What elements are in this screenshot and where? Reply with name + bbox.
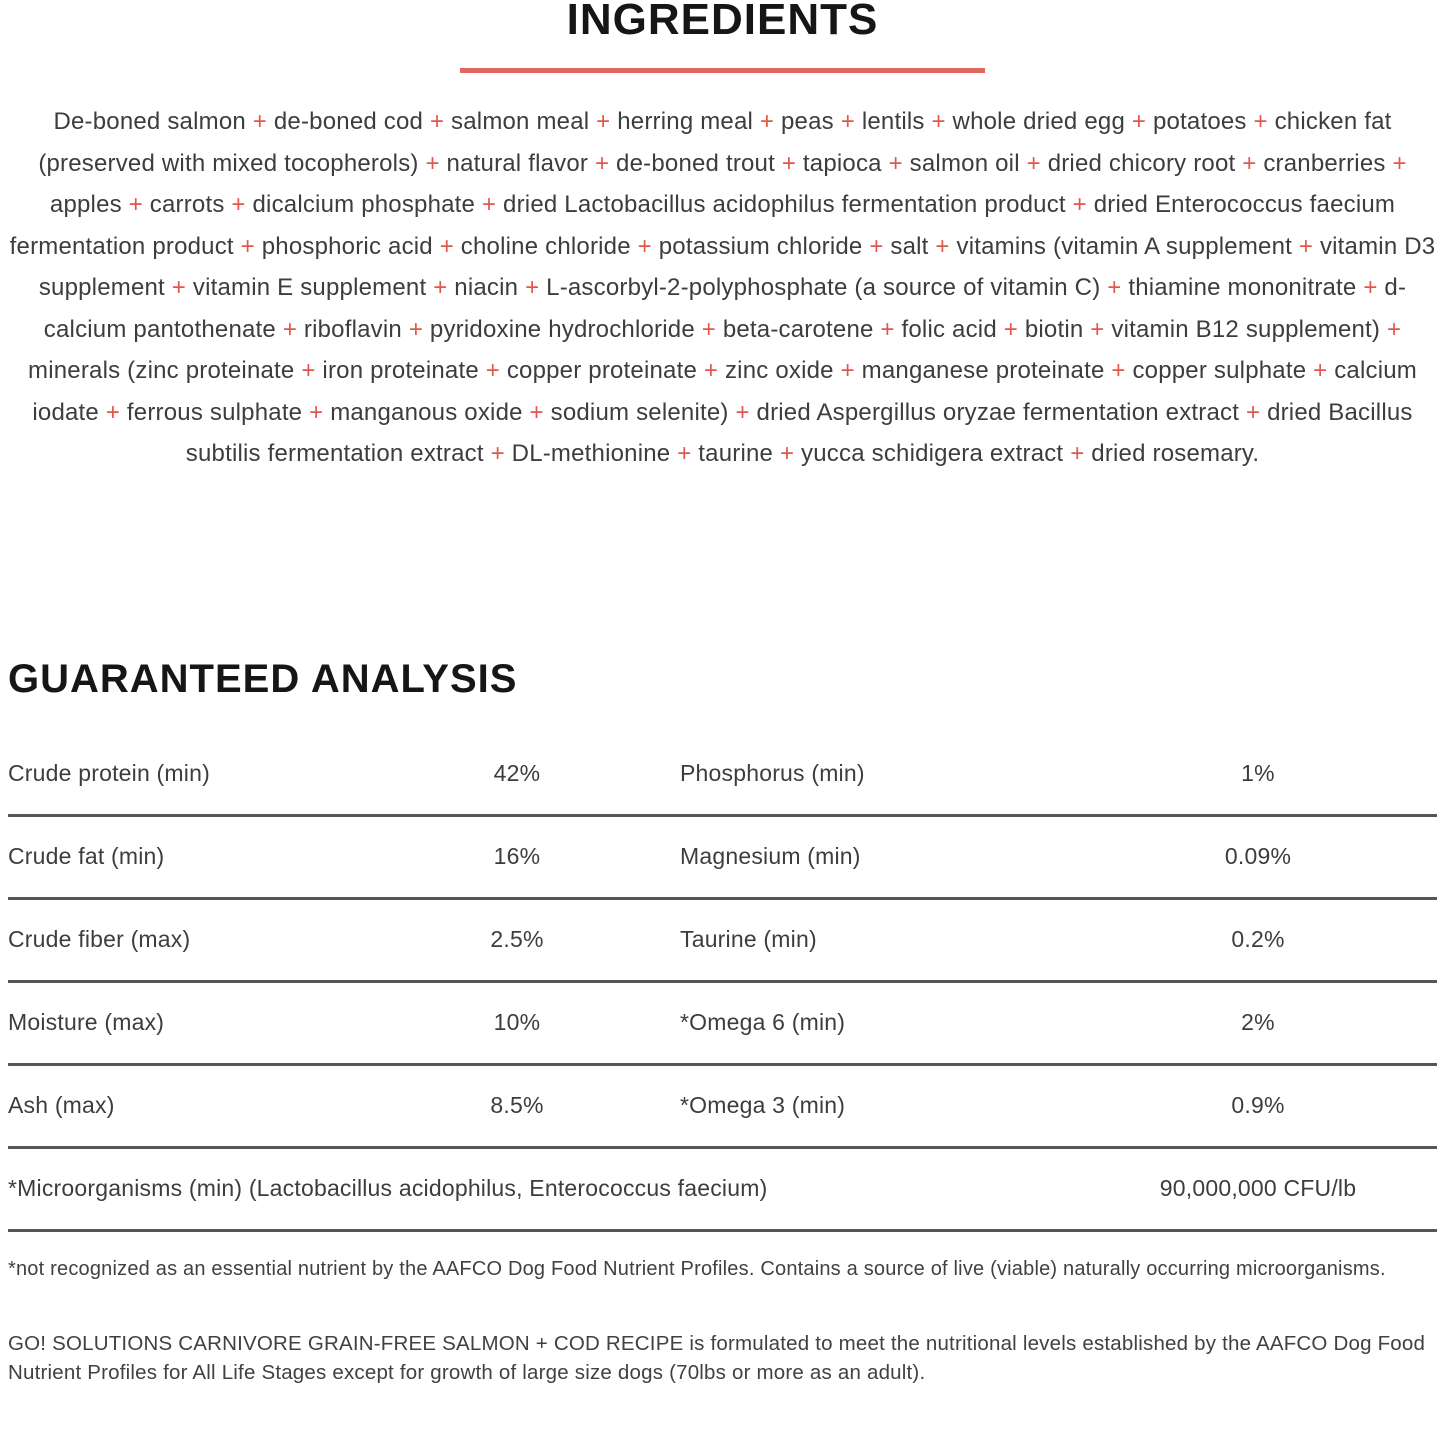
plus-separator: +: [931, 108, 946, 135]
plus-separator: +: [701, 315, 716, 343]
analysis-left-value: 42%: [493, 760, 541, 786]
analysis-left-label: Crude fat (min): [8, 843, 165, 869]
plus-separator: +: [759, 108, 775, 135]
plus-separator: +: [1107, 274, 1122, 301]
analysis-row-fiber-taurine: [8, 900, 1437, 983]
analysis-microorganisms-label: *Microorganisms (min) (Lactobacillus acidophilus, Enterococcus faecium): [8, 1175, 768, 1201]
plus-separator: +: [1242, 149, 1257, 177]
analysis-row-moisture-omega6: [8, 983, 1437, 1066]
plus-separator: +: [309, 398, 324, 426]
plus-separator: +: [637, 232, 652, 260]
plus-separator: +: [880, 315, 895, 343]
plus-separator: +: [240, 232, 255, 260]
analysis-right-label: Magnesium (min): [680, 843, 861, 869]
plus-separator: +: [1313, 357, 1328, 384]
plus-separator: +: [128, 191, 143, 218]
plus-separator: +: [301, 357, 316, 384]
analysis-right-value: 2%: [1241, 1009, 1275, 1035]
plus-separator: +: [429, 108, 445, 135]
analysis-right-value: 1%: [1241, 760, 1275, 786]
ingredients-paragraph: De-boned salmon + de-boned cod + salmon meal + herring meal + peas + lentils + whole dried egg + potatoes + chicken fat (preserved with mixed tocopherols) + natural flavor + de-boned trout + tapioca + salmon oil + dried chicory root + cranberries + apples + carrots + dicalcium phosphate + dried Lactobacillus acidophilus fermentation product + dried Enterococcus faecium fermentation product + phosphoric acid + choline chloride + potassium chloride + salt + vitamins (vitamin A supplement + vitamin D3 supplement + vitamin E supplement + niacin + L-ascorbyl-2-polyphosphate (a source of vitamin C) + thiamine mononitrate + d-calcium pantothenate + riboflavin + pyridoxine hydrochloride + beta-carotene + folic acid + biotin + vitamin B12 supplement) + minerals (zinc proteinate + iron proteinate + copper proteinate + zinc oxide + manganese proteinate + copper sulphate + calcium iodate + ferrous sulphate + manganous oxide + sodium selenite) + dried Aspergillus oryzae fermentation extract + dried Bacillus subtilis fermentation extract + DL-methionine + taurine + yucca schidigera extract + dried rosemary.: [9, 108, 1436, 467]
ingredients-title: INGREDIENTS: [566, 0, 879, 44]
plus-separator: +: [840, 108, 855, 135]
plus-separator: +: [425, 149, 440, 177]
analysis-microorganisms-value: 90,000,000 CFU/lb: [1159, 1175, 1357, 1201]
analysis-left-value: 2.5%: [490, 926, 544, 952]
plus-separator: +: [481, 191, 497, 218]
plus-separator: +: [252, 108, 268, 135]
guaranteed-analysis-table: [8, 734, 1437, 1232]
plus-separator: +: [231, 191, 246, 218]
analysis-row-ash-omega3: [8, 1066, 1437, 1149]
plus-separator: +: [840, 357, 855, 384]
plus-separator: +: [408, 315, 424, 343]
plus-separator: +: [1253, 108, 1268, 135]
plus-separator: +: [596, 108, 611, 135]
plus-separator: +: [869, 232, 884, 260]
analysis-right-label: *Omega 6 (min): [680, 1009, 846, 1035]
analysis-left-label: Ash (max): [8, 1092, 115, 1118]
analysis-right-value: 0.09%: [1224, 843, 1292, 869]
plus-separator: +: [1003, 315, 1018, 343]
analysis-left-value: 16%: [493, 843, 541, 869]
plus-separator: +: [703, 357, 719, 384]
analysis-left-label: Crude protein (min): [8, 760, 210, 786]
plus-separator: +: [490, 440, 505, 467]
plus-separator: +: [433, 274, 448, 301]
plus-separator: +: [1363, 274, 1378, 301]
plus-separator: +: [935, 232, 950, 260]
plus-separator: +: [525, 274, 540, 301]
aafco-statement: GO! SOLUTIONS CARNIVORE GRAIN-FREE SALMON + COD RECIPE is formulated to meet the nutritional levels established by the AAFCO Dog Food Nutrient Profiles for All Life Stages except for growth of large size dogs (70lbs or more as an adult).: [8, 1331, 1426, 1384]
analysis-right-label: Phosphorus (min): [680, 760, 865, 786]
plus-separator: +: [1090, 315, 1105, 343]
plus-separator: +: [1386, 315, 1402, 343]
plus-separator: +: [1298, 232, 1314, 260]
plus-separator: +: [1392, 149, 1407, 177]
plus-separator: +: [105, 398, 121, 426]
plus-separator: +: [1131, 108, 1147, 135]
guaranteed-analysis-heading: GUARANTEED ANALYSIS: [8, 656, 518, 701]
plus-separator: +: [439, 232, 454, 260]
plus-separator: +: [1072, 191, 1087, 218]
title-underline-rule: [460, 68, 985, 73]
plus-separator: +: [779, 440, 795, 467]
plus-separator: +: [735, 398, 750, 426]
analysis-row-protein-phosphorus: [8, 734, 1437, 817]
analysis-right-value: 0.9%: [1231, 1092, 1285, 1118]
asterisk-footnote: *not recognized as an essential nutrient by the AAFCO Dog Food Nutrient Profiles. Contains a source of live (viable) naturally occurring microorganisms.: [8, 1257, 1386, 1280]
plus-separator: +: [781, 149, 797, 177]
plus-separator: +: [594, 149, 610, 177]
plus-separator: +: [529, 398, 544, 426]
plus-separator: +: [1111, 357, 1126, 384]
plus-separator: +: [1070, 440, 1085, 467]
analysis-right-label: Taurine (min): [680, 926, 817, 952]
plus-separator: +: [1245, 398, 1261, 426]
plus-separator: +: [1026, 149, 1041, 177]
plus-separator: +: [282, 315, 298, 343]
analysis-row-fat-magnesium: [8, 817, 1437, 900]
analysis-row-microorganisms: [8, 1149, 1437, 1232]
analysis-right-value: 0.2%: [1231, 926, 1285, 952]
analysis-right-label: *Omega 3 (min): [680, 1092, 846, 1118]
plus-separator: +: [888, 149, 903, 177]
analysis-left-label: Moisture (max): [8, 1009, 165, 1035]
plus-separator: +: [171, 274, 186, 301]
analysis-left-label: Crude fiber (max): [8, 926, 191, 952]
plus-separator: +: [485, 357, 500, 384]
plus-separator: +: [677, 440, 692, 467]
analysis-left-value: 10%: [493, 1009, 541, 1035]
analysis-left-value: 8.5%: [490, 1092, 544, 1118]
